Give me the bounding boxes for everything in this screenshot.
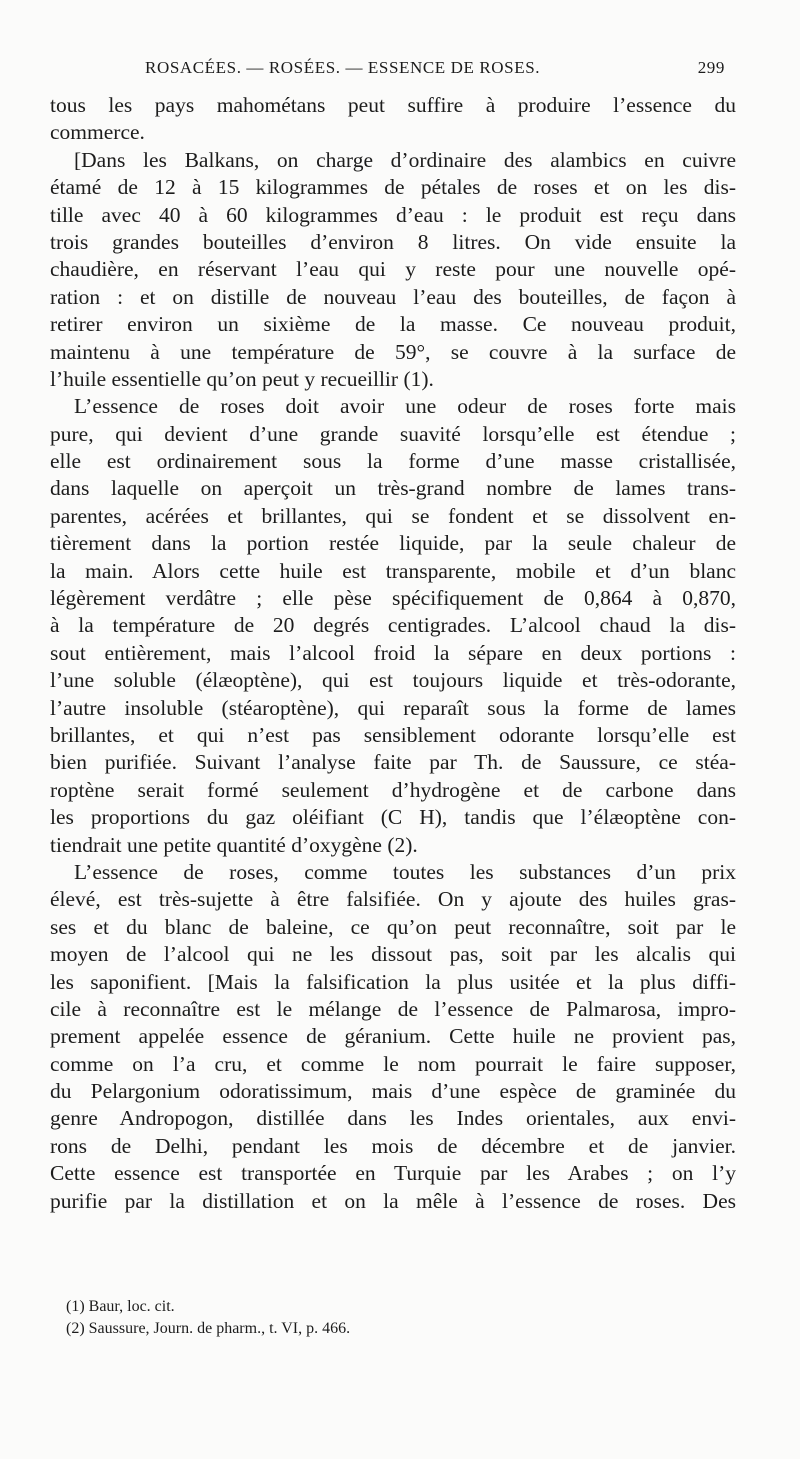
text-line: tille avec 40 à 60 kilogrammes d’eau : le produit est reçu dans (50, 202, 736, 227)
text-line: cile à reconnaître est le mélange de l’essence de Palmarosa, impro- (50, 996, 736, 1021)
text-line: genre Andropogon, distillée dans les Indes orientales, aux envi- (50, 1106, 736, 1131)
text-line: tièrement dans la portion restée liquide, par la seule chaleur de (50, 531, 736, 556)
running-title: ROSACÉES. — ROSÉES. — ESSENCE DE ROSES. (145, 58, 541, 77)
text-line: Cette essence est transportée en Turquie par les Arabes ; on l’y (50, 1161, 736, 1186)
text-line: maintenu à une température de 59°, se couvre à la surface de (50, 339, 736, 364)
text-line: purifie par la distillation et on la mêle à l’essence de roses. Des (50, 1188, 736, 1213)
page-number: 299 (697, 58, 725, 77)
text-line: du Pelargonium odoratissimum, mais d’une espèce de graminée du (50, 1079, 736, 1104)
text-line: les proportions du gaz oléifiant (C H), tandis que l’élæoptène con- (50, 805, 736, 830)
text-line: commerce. (50, 120, 145, 145)
text-line: chaudière, en réservant l’eau qui y reste pour une nouvelle opé- (50, 257, 736, 282)
text-line: les saponifient. [Mais la falsification la plus usitée et la plus diffi- (50, 969, 736, 994)
text-line: tiendrait une petite quantité d’oxygène (2). (50, 832, 418, 857)
body-text (50, 92, 736, 1215)
running-header (145, 58, 725, 84)
text-line: la main. Alors cette huile est transparente, mobile et d’un blanc (50, 558, 736, 583)
text-line: l’huile essentielle qu’on peut y recueillir (1). (50, 366, 434, 391)
text-line: l’une soluble (élæoptène), qui est toujours liquide et très-odorante, (50, 668, 736, 693)
text-line: bien purifiée. Suivant l’analyse faite par Th. de Saussure, ce stéa- (50, 750, 736, 775)
text-line: tous les pays mahométans peut suffire à produire l’essence du (50, 93, 736, 117)
text-line: prement appelée essence de géranium. Cette huile ne provient pas, (50, 1024, 736, 1049)
text-line: étamé de 12 à 15 kilogrammes de pétales de roses et on les dis- (50, 175, 736, 200)
text-line: brillantes, et qui n’est pas sensiblement odorante lorsqu’elle est (50, 722, 736, 747)
text-line: ses et du blanc de baleine, ce qu’on peut reconnaître, soit par le (50, 914, 736, 939)
text-line: trois grandes bouteilles d’environ 8 litres. On vide ensuite la (50, 229, 736, 254)
footnote: (1) Baur, loc. cit. (66, 1298, 175, 1315)
text-line: parentes, acérées et brillantes, qui se fondent et se dissolvent en- (50, 503, 736, 528)
text-line: retirer environ un sixième de la masse. Ce nouveau produit, (50, 312, 736, 337)
text-line: roptène serait formé seulement d’hydrogène et de carbone dans (50, 777, 736, 802)
footnotes (66, 1296, 726, 1340)
text-line: légèrement verdâtre ; elle pèse spécifiquement de 0,864 à 0,870, (50, 586, 736, 611)
text-line: à la température de 20 degrés centigrades. L’alcool chaud la dis- (50, 613, 736, 638)
text-line: [Dans les Balkans, on charge d’ordinaire des alambics en cuivre (74, 147, 736, 172)
text-line: L’essence de roses doit avoir une odeur de roses forte mais (74, 394, 736, 419)
text-line: sout entièrement, mais l’alcool froid la sépare en deux portions : (50, 640, 736, 665)
text-line: moyen de l’alcool qui ne les dissout pas, soit par les alcalis qui (50, 942, 736, 967)
text-line: ration : et on distille de nouveau l’eau des bouteilles, de façon à (50, 284, 736, 309)
text-line: comme on l’a cru, et comme le nom pourrait le faire supposer, (50, 1051, 736, 1076)
footnote: (2) Saussure, Journ. de pharm., t. VI, p. 466. (66, 1320, 351, 1337)
text-line: elle est ordinairement sous la forme d’une masse cristallisée, (50, 449, 736, 474)
text-line: pure, qui devient d’une grande suavité lorsqu’elle est étendue ; (50, 421, 736, 446)
text-line: l’autre insoluble (stéaroptène), qui reparaît sous la forme de lames (50, 695, 736, 720)
text-line: L’essence de roses, comme toutes les substances d’un prix (74, 859, 736, 884)
text-line: dans laquelle on aperçoit un très-grand nombre de lames trans- (50, 476, 736, 501)
text-line: élevé, est très-sujette à être falsifiée. On y ajoute des huiles gras- (50, 887, 736, 912)
text-line: rons de Delhi, pendant les mois de décembre et de janvier. (50, 1133, 736, 1158)
